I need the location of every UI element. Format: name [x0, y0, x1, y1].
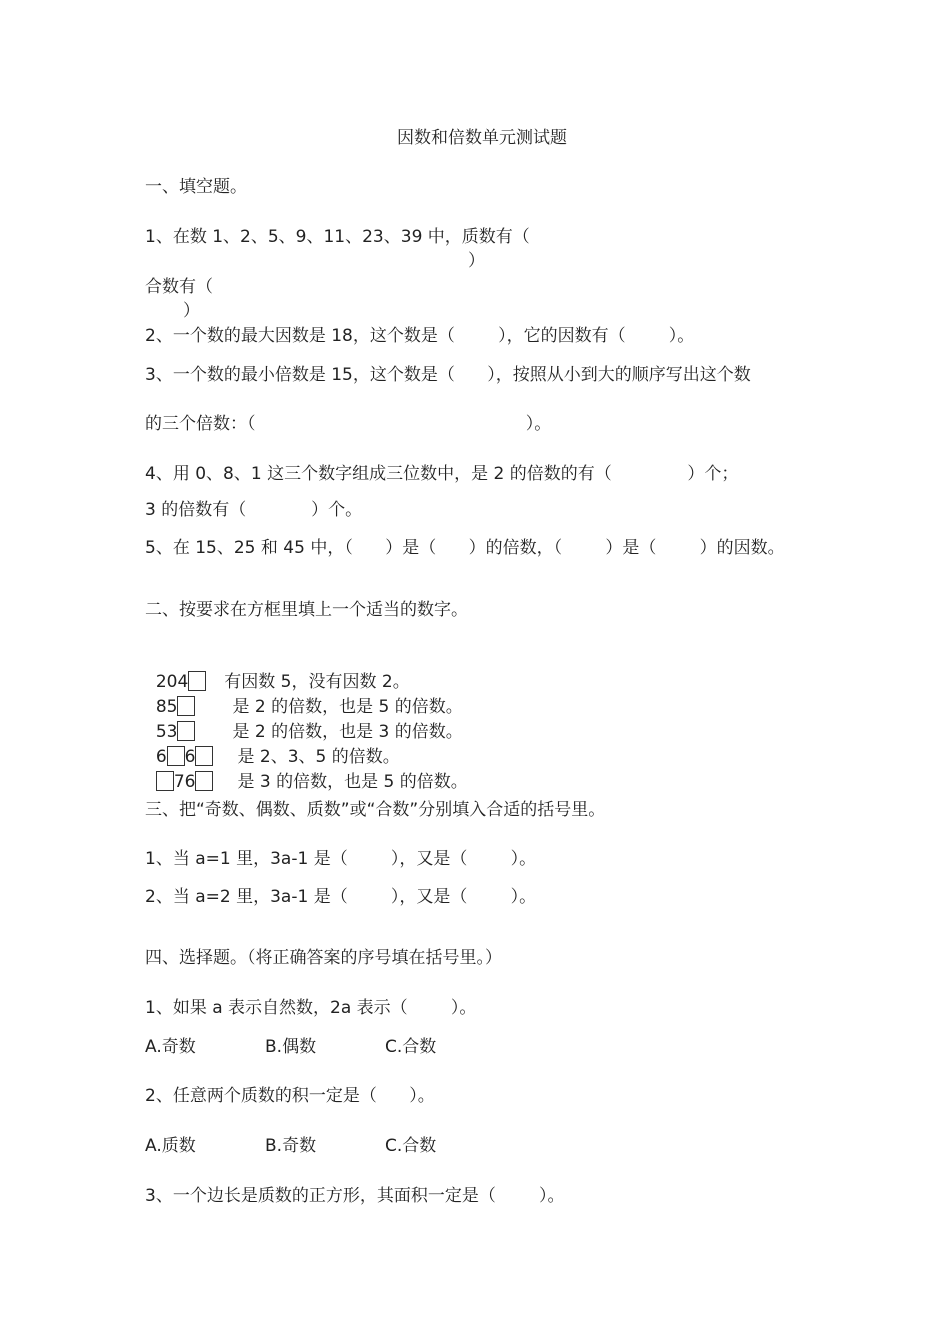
fill-row-1-text: 有因数 5，没有因数 2。: [224, 672, 410, 692]
fill-row-2-prefix: 85: [155, 697, 178, 717]
q1-3-text-b: 的三个倍数：（ ）。: [145, 414, 552, 434]
q4-2-option-a: A.质数: [145, 1136, 196, 1156]
q1-4-text-a: 4、用 0、8、1 这三个数字组成三位数中，是 2 的倍数的有（ ）个；: [145, 464, 739, 484]
q4-2-option-b: B.奇数: [265, 1136, 317, 1156]
q4-1-option-b: B.偶数: [265, 1037, 317, 1057]
section2-heading: 二、按要求在方框里填上一个适当的数字。: [145, 600, 468, 620]
fill-row-5-mid: 76: [173, 772, 196, 792]
fill-row-1-prefix: 204: [155, 672, 189, 692]
fill-row-4-mid: 6: [184, 747, 196, 767]
q4-3-text: 3、一个边长是质数的正方形，其面积一定是（ ）。: [145, 1186, 565, 1206]
section4-heading: 四、选择题。（将正确答案的序号填在括号里。）: [145, 948, 502, 968]
q4-2-text: 2、任意两个质数的积一定是（ ）。: [145, 1086, 435, 1106]
q3-1-text: 1、当 a=1 里，3a-1 是（ ），又是（ ）。: [145, 849, 537, 869]
fill-row-5: [145, 749, 468, 793]
fill-row-3-prefix: 53: [155, 722, 178, 742]
fill-row-2-text: 是 2 的倍数，也是 5 的倍数。: [232, 697, 463, 717]
section3-heading: 三、把“奇数、偶数、质数”或“合数”分别填入合适的括号里。: [145, 800, 606, 820]
q4-1-text: 1、如果 a 表示自然数，2a 表示（ ）。: [145, 998, 477, 1018]
fill-box[interactable]: [156, 771, 174, 791]
q4-2-option-c: C.合数: [385, 1136, 437, 1156]
page-title: 因数和倍数单元测试题: [397, 128, 567, 148]
q4-1-option-c: C.合数: [385, 1037, 437, 1057]
q1-4-text-b: 3 的倍数有（ ）个。: [145, 500, 363, 520]
section1-heading: 一、填空题。: [145, 177, 247, 197]
fill-row-4-prefix: 6: [155, 747, 167, 767]
q1-1-close-paren: ）: [468, 251, 485, 271]
q1-2-text: 2、一个数的最大因数是 18，这个数是（ ），它的因数有（ ）。: [145, 326, 695, 346]
fill-row-5-text: 是 3 的倍数，也是 5 的倍数。: [237, 772, 468, 792]
q1-1-text: 1、在数 1、2、5、9、11、23、39 中，质数有（: [145, 227, 530, 247]
q1-3-text-a: 3、一个数的最小倍数是 15，这个数是（ ），按照从小到大的顺序写出这个数: [145, 365, 751, 385]
fill-row-3-text: 是 2 的倍数，也是 3 的倍数。: [232, 722, 463, 742]
q1-1-composite-close-paren: ）: [183, 301, 200, 321]
q1-1-composite-text: 合数有（: [145, 277, 213, 297]
fill-row-4-text: 是 2、3、5 的倍数。: [237, 747, 400, 767]
q3-2-text: 2、当 a=2 里，3a-1 是（ ），又是（ ）。: [145, 887, 537, 907]
q1-5-text: 5、在 15、25 和 45 中，（ ）是（ ）的倍数，（ ）是（ ）的因数。: [145, 538, 785, 558]
fill-box[interactable]: [195, 771, 213, 791]
q4-1-option-a: A.奇数: [145, 1037, 196, 1057]
